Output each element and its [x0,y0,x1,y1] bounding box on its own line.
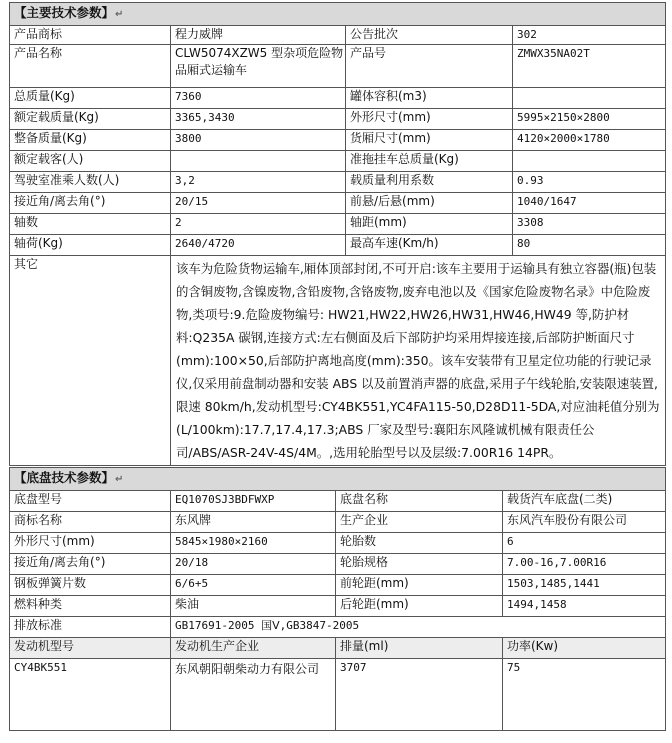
other-row [10,256,666,466]
table-row [10,109,666,130]
other-label: 其它 [10,256,171,466]
table-row [10,596,666,617]
param-value: 1040/1647 [513,193,666,214]
param-label: 轴荷(Kg) [10,235,171,256]
param-label: 最高车速(Km/h) [346,235,513,256]
param-value: 载货汽车底盘(二类) [503,491,666,512]
engine-model: CY4BK551 [10,659,171,731]
param-label: 产品名称 [10,45,171,88]
param-label: 底盘名称 [336,491,503,512]
engine-header-cell: 功率(Kw) [503,638,666,659]
param-value: 5845×1980×2160 [171,533,336,554]
param-value: 7360 [171,88,346,109]
param-value: 柴油 [171,596,336,617]
table-row [10,88,666,109]
param-label: 后轮距(mm) [336,596,503,617]
param-label: 载质量利用系数 [346,172,513,193]
param-label: 前悬/后悬(mm) [346,193,513,214]
param-value: EQ1070SJ3BDFWXP [171,491,336,512]
table-row [10,235,666,256]
param-value: 5995×2150×2800 [513,109,666,130]
param-label: 整备质量(Kg) [10,130,171,151]
param-value: 东风汽车股份有限公司 [503,512,666,533]
emission-value: GB17691-2005 国Ⅴ,GB3847-2005 [171,617,666,638]
chassis-params-table [9,467,666,731]
param-value: 3,2 [171,172,346,193]
param-label: 准拖挂车总质量(Kg) [346,151,513,172]
param-label: 额定载客(人) [10,151,171,172]
engine-header-cell: 发动机生产企业 [171,638,336,659]
param-value [513,88,666,109]
other-description: 该车为危险货物运输车,厢体顶部封闭,不可开启:该车主要用于运输具有独立容器(瓶)包装的含铜废物,含镍废物,含铅废物,含铬废物,废弃电池以及《国家危险废物名录》中危险废物,类项号:9.危险废物编号: HW21,HW22,HW26,HW31,HW46,HW49 等,防护材料:Q235A 碳钢,连接方式:左右侧面及后下部防护均采用焊接连接,后部防护断面尺寸(mm):100×50,后部防护离地高度(mm):350。该车安装带有卫星定位功能的行驶记录仪,仅采用前盘制动器和安装 ABS 以及前置消声器的底盘,采用子午线轮胎,安装限速装置,限速 80km/h,发动机型号:CY4BK551,YC4FA115-50,D28D11-5DA,对应油耗值分别为(L/100km):17.7,17.4,17.3;ABS 厂家及型号:襄阳东风隆诚机械有限责任公司/ABS/ASR-24V-4S/4M。,选用轮胎型号以及层级:7.00R16 14PR。 [171,256,666,466]
table-row [10,554,666,575]
param-label: 接近角/离去角(°) [10,193,171,214]
section-title-chassis: 【底盘技术参数】↵ [10,468,666,491]
param-label: 轮胎数 [336,533,503,554]
table-row [10,512,666,533]
param-value [513,151,666,172]
param-value: 20/15 [171,193,346,214]
param-value: 7.00-16,7.00R16 [503,554,666,575]
engine-power: 75 [503,659,666,731]
engine-header-row [10,638,666,659]
param-value: 1503,1485,1441 [503,575,666,596]
param-value: 3365,3430 [171,109,346,130]
param-value: 20/18 [171,554,336,575]
param-label: 燃料种类 [10,596,171,617]
table-row [10,491,666,512]
param-value: 3308 [513,214,666,235]
param-label: 底盘型号 [10,491,171,512]
param-label: 产品号 [346,45,513,88]
param-value: 0.93 [513,172,666,193]
param-label: 前轮距(mm) [336,575,503,596]
param-value: 东风牌 [171,512,336,533]
param-value: 1494,1458 [503,596,666,617]
table-row [10,172,666,193]
engine-header-cell: 排量(ml) [336,638,503,659]
param-value: 6/6+5 [171,575,336,596]
param-label: 生产企业 [336,512,503,533]
engine-displacement: 3707 [336,659,503,731]
param-value: 6 [503,533,666,554]
param-label: 总质量(Kg) [10,88,171,109]
param-label: 罐体容积(m3) [346,88,513,109]
engine-header-cell: 发动机型号 [10,638,171,659]
param-value: ZMWX35NA02T [513,45,666,88]
param-label: 额定载质量(Kg) [10,109,171,130]
engine-row [10,659,666,731]
param-value [171,151,346,172]
param-label: 轴数 [10,214,171,235]
param-value: 2640/4720 [171,235,346,256]
param-label: 商标名称 [10,512,171,533]
param-label: 公告批次 [346,26,513,45]
table-row [10,151,666,172]
section-title-main: 【主要技术参数】↵ [10,3,666,26]
param-label: 驾驶室准乘人数(人) [10,172,171,193]
table-row [10,533,666,554]
param-value: 80 [513,235,666,256]
param-label: 外形尺寸(mm) [346,109,513,130]
param-value: 302 [513,26,666,45]
table-row [10,193,666,214]
table-row [10,45,666,88]
param-value: 2 [171,214,346,235]
table-row [10,214,666,235]
param-label: 货厢尺寸(mm) [346,130,513,151]
table-row [10,26,666,45]
param-value: CLW5074XZW5 型杂项危险物品厢式运输车 [171,45,346,88]
main-params-table [9,2,666,466]
param-label: 外形尺寸(mm) [10,533,171,554]
table-row [10,575,666,596]
param-label: 轮胎规格 [336,554,503,575]
emission-label: 排放标准 [10,617,171,638]
param-label: 钢板弹簧片数 [10,575,171,596]
table-row [10,130,666,151]
param-value: 4120×2000×1780 [513,130,666,151]
emission-row [10,617,666,638]
param-label: 轴距(mm) [346,214,513,235]
param-value: 程力威牌 [171,26,346,45]
param-value: 3800 [171,130,346,151]
param-label: 产品商标 [10,26,171,45]
engine-manufacturer: 东风朝阳朝柴动力有限公司 [171,659,336,731]
param-label: 接近角/离去角(°) [10,554,171,575]
